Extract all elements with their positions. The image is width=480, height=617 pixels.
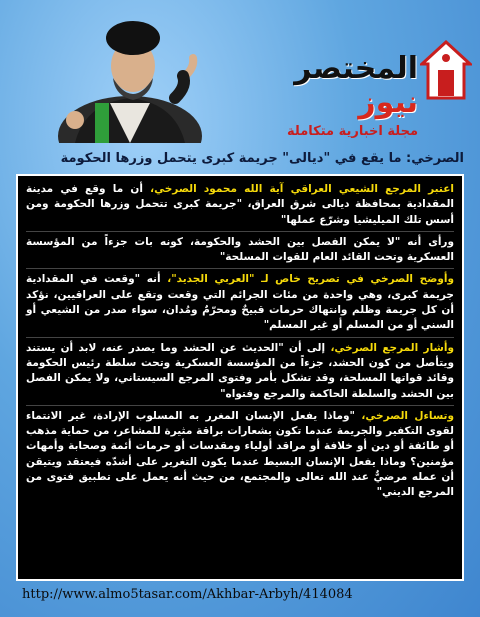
article-body [16,174,464,581]
brand-name [228,52,418,120]
brand-name-main: المختصر [294,51,418,86]
paragraph-text: أن ما وقع في مدينة المقدادية بمحافظة ديالى شرق العراق، "جريمة كبرى تتحمل وزرها الحكومة ومن أسس تلك الميليشيا وشرّع عملها" [26,183,454,226]
paragraph-lead: وأشار المرجع الصرخي، [330,341,454,354]
paragraph-text: أنه "وقعت في المقدادية جريمة كبرى، وهي واحدة من مئات الجرائم التي وقعت وتقع على العراقيين، نؤكد أن كل جريمة وظلم وانتهاك حرمات قبيحٌ ومحرّمٌ ومُدان، سواء صدر من الشيعي أو السني أو من المسلم أو غير المسلم" [26,273,454,332]
paragraph-text: "وماذا يفعل الإنسان المغرر به المسلوب الإرادة، غير الانتماء لقوى التكفير والجريمة عندما تكون بشعارات براقة مثيرة للمشاعر، من حماية مذهب أو طائفة أو دين أو خلافة أو مراقد أولياء ومقدسات أو حرمات أئمة وصحابة وأمهات مؤمنين؟ وماذا يفعل الإنسان البسيط عندما يكون التغرير على أشدّه فيعتقد ويتيقن أن عمله مرضيٌّ عند الله تعالى والمجتمع، من حيث أنه يعمل على تطبيق فتوى من المرجع الديني" [26,409,454,499]
article-paragraph [26,182,454,232]
paragraph-lead: وأوضح الصرخي في تصريح خاص لـ "العربي الجديد"، [167,273,454,286]
paragraph-lead: اعتبر المرجع الشيعي العراقي آية الله محمود الصرخي، [150,183,454,195]
brand-name-accent: نيوز [358,85,418,120]
house-logo-icon [420,40,472,102]
paragraph-lead: وتساءل الصرخي، [361,409,454,422]
paragraph-text: ورأى أنه "لا يمكن الفصل بين الحشد والحكومة، كونه بات جزءاً من المؤسسة العسكرية وتحت القائد العام للقوات المسلحة" [26,235,454,264]
cleric-portrait-image [55,8,205,143]
article-paragraph [26,409,454,504]
source-url: http://www.almo5tasar.com/Akhbar-Arbyh/414084 [22,587,353,602]
brand-logo [228,51,418,139]
article-paragraph [26,272,454,337]
brand-tagline: مجلة اخبارية متكاملة [287,124,418,139]
article-paragraph [26,235,454,270]
headline: الصرخي: ما يقع في "ديالى" جريمة كبرى يتحمل وزرها الحكومة [60,151,464,166]
header-banner [0,0,480,145]
article-paragraph [26,341,454,406]
paragraph-text: إلى أن "الحديث عن الحشد وما يصدر عنه، لابد أن يستند ويتأصل من كون الحشد، جزءاً من المؤسسة العسكرية وتحت سلطة رئيس الحكومة وقائد قواتها المسلحة، وقد تشكل بأمر وفتوى المرجع السيستاني، ولا يمكن الفصل بين الحشد والسلطة الحاكمة والمرجع وفتواه" [26,341,454,400]
